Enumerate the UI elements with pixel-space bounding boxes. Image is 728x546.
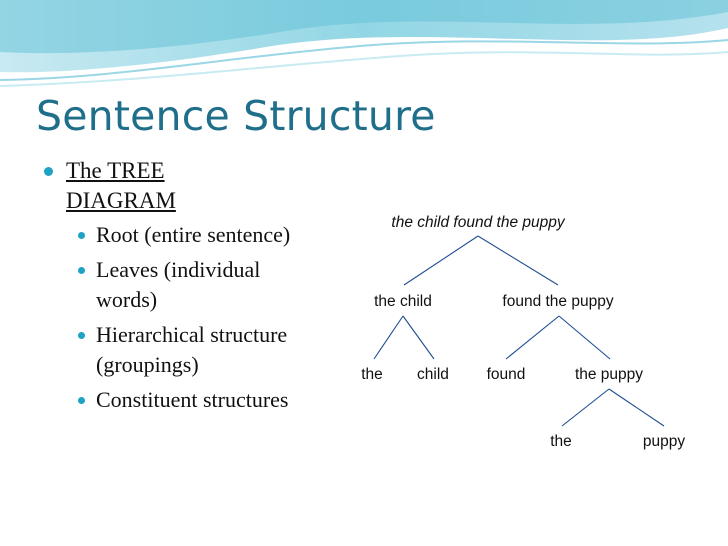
tree-edge: [374, 316, 403, 359]
tree-leaf: the: [361, 366, 383, 383]
tree-edge: [403, 316, 434, 359]
tree-node-root: the child found the puppy: [391, 214, 565, 231]
tree-edge: [506, 316, 559, 359]
sub-bullet-dot-icon: [78, 232, 85, 239]
tree-leaf: the: [550, 433, 572, 450]
sub-bullet-text: Hierarchical structure (groupings): [96, 322, 288, 377]
tree-edge: [562, 389, 609, 426]
sub-bullet-item: [44, 220, 304, 250]
header-wave-banner: [0, 0, 728, 90]
bullet-text: The TREE DIAGRAM: [66, 158, 176, 213]
tree-edge: [609, 389, 664, 426]
sub-bullet-text: Root (entire sentence): [96, 222, 291, 247]
tree-edge: [404, 236, 478, 285]
bullet-item: [44, 156, 304, 216]
tree-diagram: [330, 200, 728, 470]
sub-bullet-text: Leaves (individual words): [96, 257, 261, 312]
sub-bullet-item: [44, 320, 304, 380]
tree-node-np: the puppy: [574, 366, 644, 383]
sub-bullet-item: [44, 255, 304, 315]
tree-leaf: child: [417, 366, 449, 383]
tree-edge: [478, 236, 558, 285]
sub-bullet-dot-icon: [78, 397, 85, 404]
bullet-list: [44, 156, 304, 420]
tree-edge: [559, 316, 610, 359]
sub-bullet-dot-icon: [78, 332, 85, 339]
sub-bullet-dot-icon: [78, 267, 85, 274]
tree-node-np: the child: [374, 293, 432, 310]
bullet-dot-icon: [44, 167, 53, 176]
tree-leaf: found: [486, 366, 526, 383]
sub-bullet-item: [44, 385, 304, 415]
tree-node-vp: found the puppy: [502, 293, 614, 310]
tree-leaf: puppy: [642, 433, 686, 450]
sub-bullet-text: Constituent structures: [96, 387, 289, 412]
slide-title: Sentence Structure: [36, 92, 436, 140]
